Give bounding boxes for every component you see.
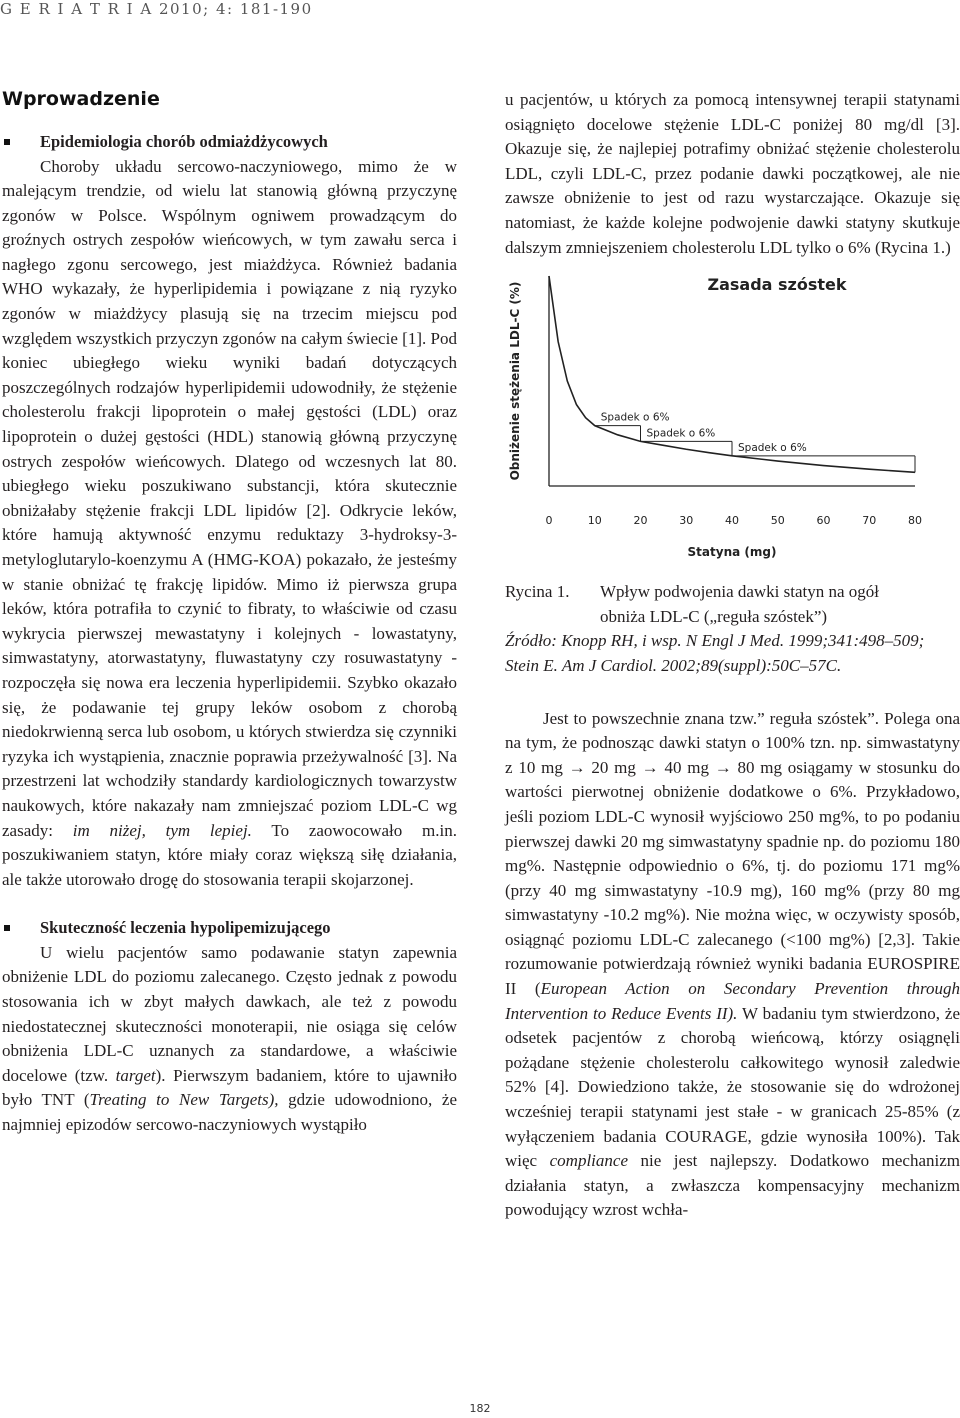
left-column	[2, 88, 457, 1138]
section-title: Wprowadzenie	[2, 88, 160, 110]
caption-text-1: Wpływ podwojenia dawki statyn na ogół	[600, 582, 880, 602]
caption-label: Rycina 1.	[505, 582, 570, 602]
right-column	[505, 88, 960, 1223]
x-tick-label: 30	[679, 514, 694, 528]
paragraph-epidemiology: Choroby układu sercowo-naczyniowego, mimo że w malejącym trendzie, od wielu lat stanowią główną przyczynę zgonów w Polsce. Wspólnym ogniwem prowadzącym do groźnych ostrych zespołów wieńcowych, w tym zawału serca i nagłego zgonu sercowego, jest miażdżyca. Również badania WHO wykazały, że hyperlipidemia i powiązane z nią ryzyko zgonów w miażdżycy plasują się na trzecim miejscu pod względem wszystkich przyczyn zgonów na całym świecie [1]. Pod koniec ubiegłego wieku wyniki badań dotyczących poszczególnych rodzajów hyperlipidemii udowodniły, że stężenie cholesterolu frakcji lipoprotein o małej gęstości (LDL) oraz lipoprotein o dużej gęstości (HDL) stanowią główną przyczynę ostrych zespołów wieńcowych. Dlatego od wczesnych lat 80. ubiegłego wieku poszukiwano substancji, która skutecznie obniżałaby stężenie frakcji LDL lipidów [2]. Odkrycie leków, które hamują aktywność enzymu reduktazy 3-hydroksy-3-metyloglutarylo-koenzymu A (HMG-KOA) pokazało, że jesteśmy w stanie obniżać tę frakcję lipidów. Mimo iż pierwsza grupa leków, która potrafiła to czynić to fibraty, to właściwie od czasu wykrycia pierwszej mewastatyny i kolejnych - lowastatyny, simwastatyny, atorwastatyny, fluwastatyny czy rosuwastatyny - rozpoczęła się nowa era leczenia hyperlipidemii. Szybko okazało się, że podawanie tej grupy leków osobom z chorobą niedokrwienną serca lub osobom, u których stwierdza się czynniki ryzyka ich wystąpienia, znacznie poprawia przeżywalność [3]. Na przestrzeni lat wchodziły standardy kardiologicznych towarzystw naukowych, które nakazały nam zmniejszać poziom LDL-C wg zasady: im niżej, tym lepiej. To zaowocowało m.in. poszukiwaniem statyn, które miały coraz większą siłę działania, ale także utorowało drogę do stosowania terapii skojarzonej.	[2, 156, 457, 889]
x-tick-label: 70	[862, 514, 877, 528]
page-number: 182	[469, 1402, 491, 1415]
annotation-label: Spadek o 6%	[738, 441, 807, 454]
x-tick-label: 0	[545, 514, 553, 528]
x-tick-label: 60	[816, 514, 831, 528]
bullet-square-icon	[4, 139, 10, 145]
paragraph-continuation: u pacjentów, u których za pomocą intensywnej terapii statynami osiągnięto docelowe stężenie LDL-C poniżej 80 mg/dl [3]. Okazuje się, że najlepiej potrafimy obniżać stężenie cholesterolu LDL, czyli LDL-C, przez podanie dawki początkowej, ale nie zawsze obniżenie to jest od razu wystarczające. Okazuje się natomiast, że każde kolejne podwojenie dawki statyny skutkuje dalszym zmniejszeniem cholesterolu LDL tylko o 6% (Rycina 1.)	[505, 90, 960, 257]
bullet-square-icon	[4, 925, 10, 931]
running-head: G E R I A T R I A 2010; 4: 181-190	[0, 0, 313, 18]
figure-source: Źródło: Knopp RH, i wsp. N Engl J Med. 1999;341:498–509; Stein E. Am J Cardiol. 2002;89(suppl):50C–57C.	[505, 631, 925, 675]
x-tick-label: 10	[587, 514, 602, 528]
chart-title: Zasada szóstek	[707, 275, 847, 295]
chart-svg	[505, 266, 960, 566]
annotation-label: Spadek o 6%	[600, 411, 670, 424]
x-tick-label: 20	[633, 514, 648, 528]
figure-chart	[505, 266, 960, 566]
x-axis-label: Statyna (mg)	[687, 545, 777, 560]
paragraph-rule-of-six: Jest to powszechnie znana tzw.” reguła szóstek”. Polega ona na tym, że podnosząc dawki statyn o 100% tzn. np. simwastatyny z 10 mg → 20 mg → 40 mg → 80 mg osiągamy w stosunku do wartości pierwotnej obniżenie dodatkowe o 6%. Przykładowo, jeśli poziom LDL-C wynosił wyjściowo 250 mg%, to po podaniu pierwszej dawki 20 mg simwastatyny spadnie np. do poziomu 180 mg%. Następnie odpowiednio o 6%, tj. do poziomu 171 mg% (przy 40 mg simwastatyny -10.9 mg), 160 mg% (przy 80 mg simwastatyny -10.2 mg%). Nie można więc, w oczywisty sposób, osiągnąć poziomu LDL-C zalecanego (<100 mg%) [2,3]. Takie rozumowanie potwierdzają również wyniki badania EUROSPIRE II (European Action on Secondary Prevention through Intervention to Reduce Events II). W badaniu tym stwierdzono, że odsetek pacjentów z chorobą wieńcową, którzy osiągnęli pożądane stężenie cholesterolu całkowitego wynosił zaledwie 52% [4]. Dowiedziono także, że stosowanie się do wdrożonej wcześniej terapii statynami jest stałe - w granicach 25-85% (z wyłączeniem badania COURAGE, gdzie wynosiła 100%). Tak więc compliance nie jest najlepszy. Dodatkowo mechanizm działania statyn, a zwłaszcza kompensacyjny mechanizm powodujący wzrost wchła-	[505, 708, 960, 1220]
paragraph-efficacy: U wielu pacjentów samo podawanie statyn zapewnia obniżenie LDL do poziomu zalecanego. Często jednak z powodu stosowania ich w zbyt małych dawkach, ale też z powodu niedostatecznej skuteczności monoterapii, nie osiąga się celów obniżenia LDL-C uznanych za standardowe, a właściwie docelowe (tzw. target). Pierwszym badaniem, które to ujawniło było TNT (Treating to New Targets), gdzie udowodniono, że najmniej epizodów sercowo-naczyniowych wystąpiło	[2, 942, 457, 1134]
subsection-heading-epidemiology: Epidemiologia chorób odmiażdżycowych	[2, 130, 457, 155]
x-tick-label: 50	[770, 514, 785, 528]
y-axis-label: Obniżenie stężenia LDL-C (%)	[508, 281, 522, 481]
figure-caption	[505, 580, 960, 629]
annotation-label: Spadek o 6%	[646, 427, 716, 440]
caption-text-2: obniża LDL-C („reguła szóstek”)	[600, 606, 828, 626]
subsection-heading-efficacy: Skuteczność leczenia hypolipemizującego	[2, 916, 457, 941]
x-tick-label: 80	[908, 514, 922, 528]
x-tick-label: 40	[725, 514, 739, 528]
